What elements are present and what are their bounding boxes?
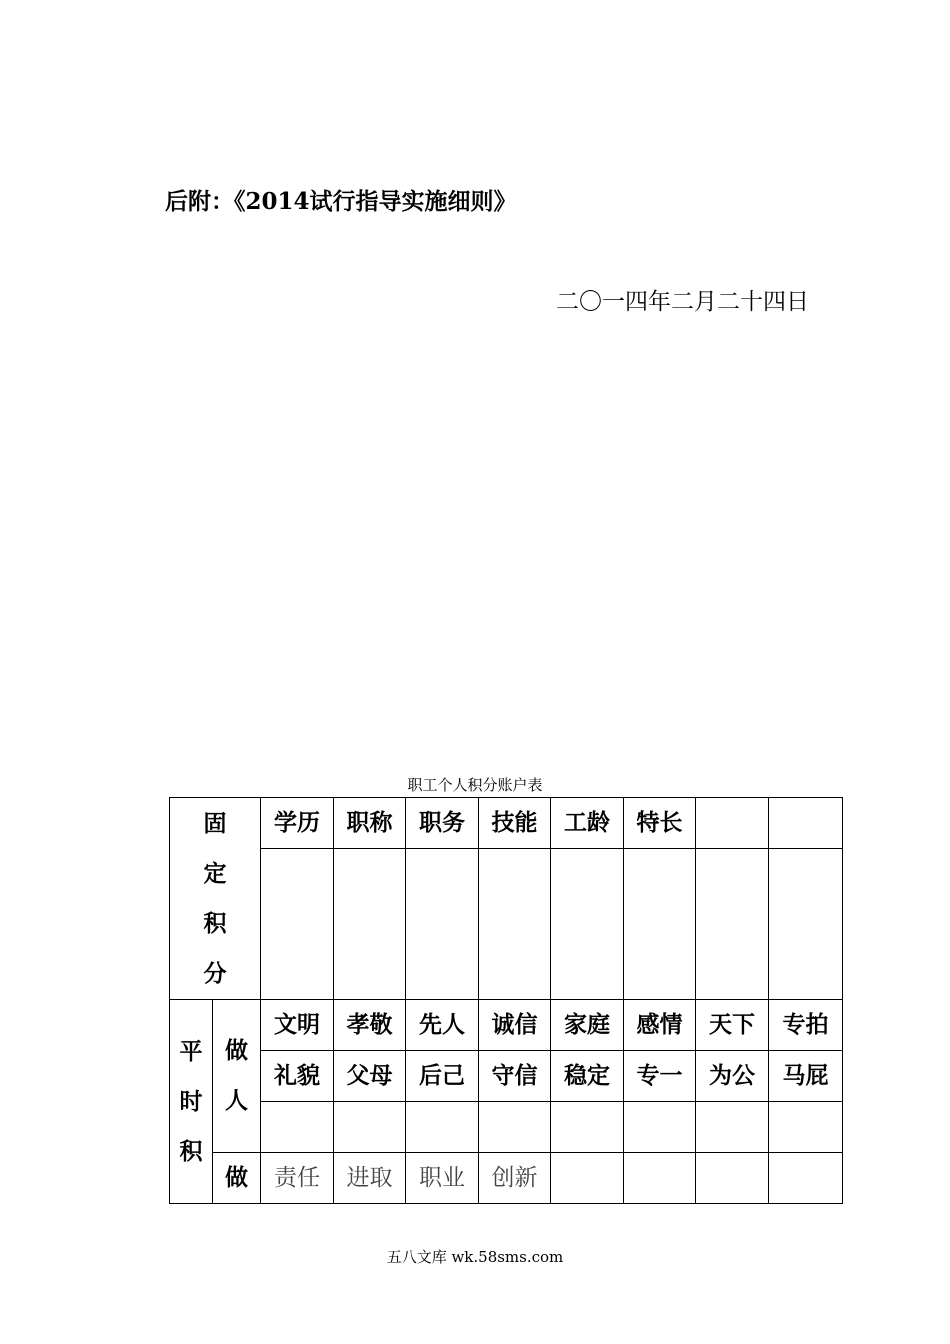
fixed-value-cell <box>479 849 551 1000</box>
conduct-item-bottom: 专一 <box>624 1051 696 1102</box>
conduct-item-top: 文明 <box>261 1000 334 1051</box>
fixed-item-education: 学历 <box>261 798 334 849</box>
conduct-item-top: 感情 <box>624 1000 696 1051</box>
points-account-table <box>169 797 843 1204</box>
conduct-value-cell <box>406 1102 479 1153</box>
conduct-item-top: 家庭 <box>551 1000 624 1051</box>
conduct-item-top: 天下 <box>696 1000 769 1051</box>
work-item-blank <box>696 1153 769 1204</box>
fixed-points-label: 固 定 积 分 <box>170 798 261 1000</box>
conduct-item-top: 诚信 <box>479 1000 551 1051</box>
conduct-item-bottom: 稳定 <box>551 1051 624 1102</box>
conduct-item-bottom: 守信 <box>479 1051 551 1102</box>
fixed-value-cell <box>261 849 334 1000</box>
work-item: 进取 <box>334 1153 406 1204</box>
work-item-blank <box>624 1153 696 1204</box>
fixed-value-cell <box>551 849 624 1000</box>
conduct-item-bottom: 为公 <box>696 1051 769 1102</box>
conduct-label: 做 人 <box>213 1000 261 1153</box>
conduct-item-bottom: 父母 <box>334 1051 406 1102</box>
appendix-title: 后附：《2014试行指导实施细则》 <box>165 188 517 215</box>
conduct-value-cell <box>551 1102 624 1153</box>
conduct-item-top: 先人 <box>406 1000 479 1051</box>
conduct-value-cell <box>261 1102 334 1153</box>
conduct-value-cell <box>479 1102 551 1153</box>
fixed-item-position: 职务 <box>406 798 479 849</box>
work-item: 责任 <box>261 1153 334 1204</box>
footer-watermark: 五八文库 wk.58sms.com <box>386 1248 564 1266</box>
table-title: 职工个人积分账户表 <box>407 776 543 794</box>
work-item-blank <box>769 1153 843 1204</box>
conduct-value-cell <box>769 1102 843 1153</box>
fixed-item-specialty: 特长 <box>624 798 696 849</box>
fixed-item-blank <box>769 798 843 849</box>
work-label: 做 <box>213 1153 261 1204</box>
conduct-value-cell <box>696 1102 769 1153</box>
work-item: 职业 <box>406 1153 479 1204</box>
fixed-value-cell <box>334 849 406 1000</box>
conduct-item-bottom: 礼貌 <box>261 1051 334 1102</box>
fixed-value-cell <box>769 849 843 1000</box>
fixed-item-skill: 技能 <box>479 798 551 849</box>
fixed-item-title: 职称 <box>334 798 406 849</box>
fixed-item-blank <box>696 798 769 849</box>
document-date: 二〇一四年二月二十四日 <box>556 289 809 315</box>
work-item-blank <box>551 1153 624 1204</box>
fixed-value-cell <box>624 849 696 1000</box>
conduct-item-bottom: 后己 <box>406 1051 479 1102</box>
conduct-item-bottom: 马屁 <box>769 1051 843 1102</box>
conduct-value-cell <box>624 1102 696 1153</box>
fixed-item-seniority: 工龄 <box>551 798 624 849</box>
conduct-value-cell <box>334 1102 406 1153</box>
work-item: 创新 <box>479 1153 551 1204</box>
regular-points-label: 平 时 积 <box>170 1000 213 1204</box>
fixed-value-cell <box>696 849 769 1000</box>
fixed-value-cell <box>406 849 479 1000</box>
conduct-item-top: 孝敬 <box>334 1000 406 1051</box>
conduct-item-top: 专拍 <box>769 1000 843 1051</box>
